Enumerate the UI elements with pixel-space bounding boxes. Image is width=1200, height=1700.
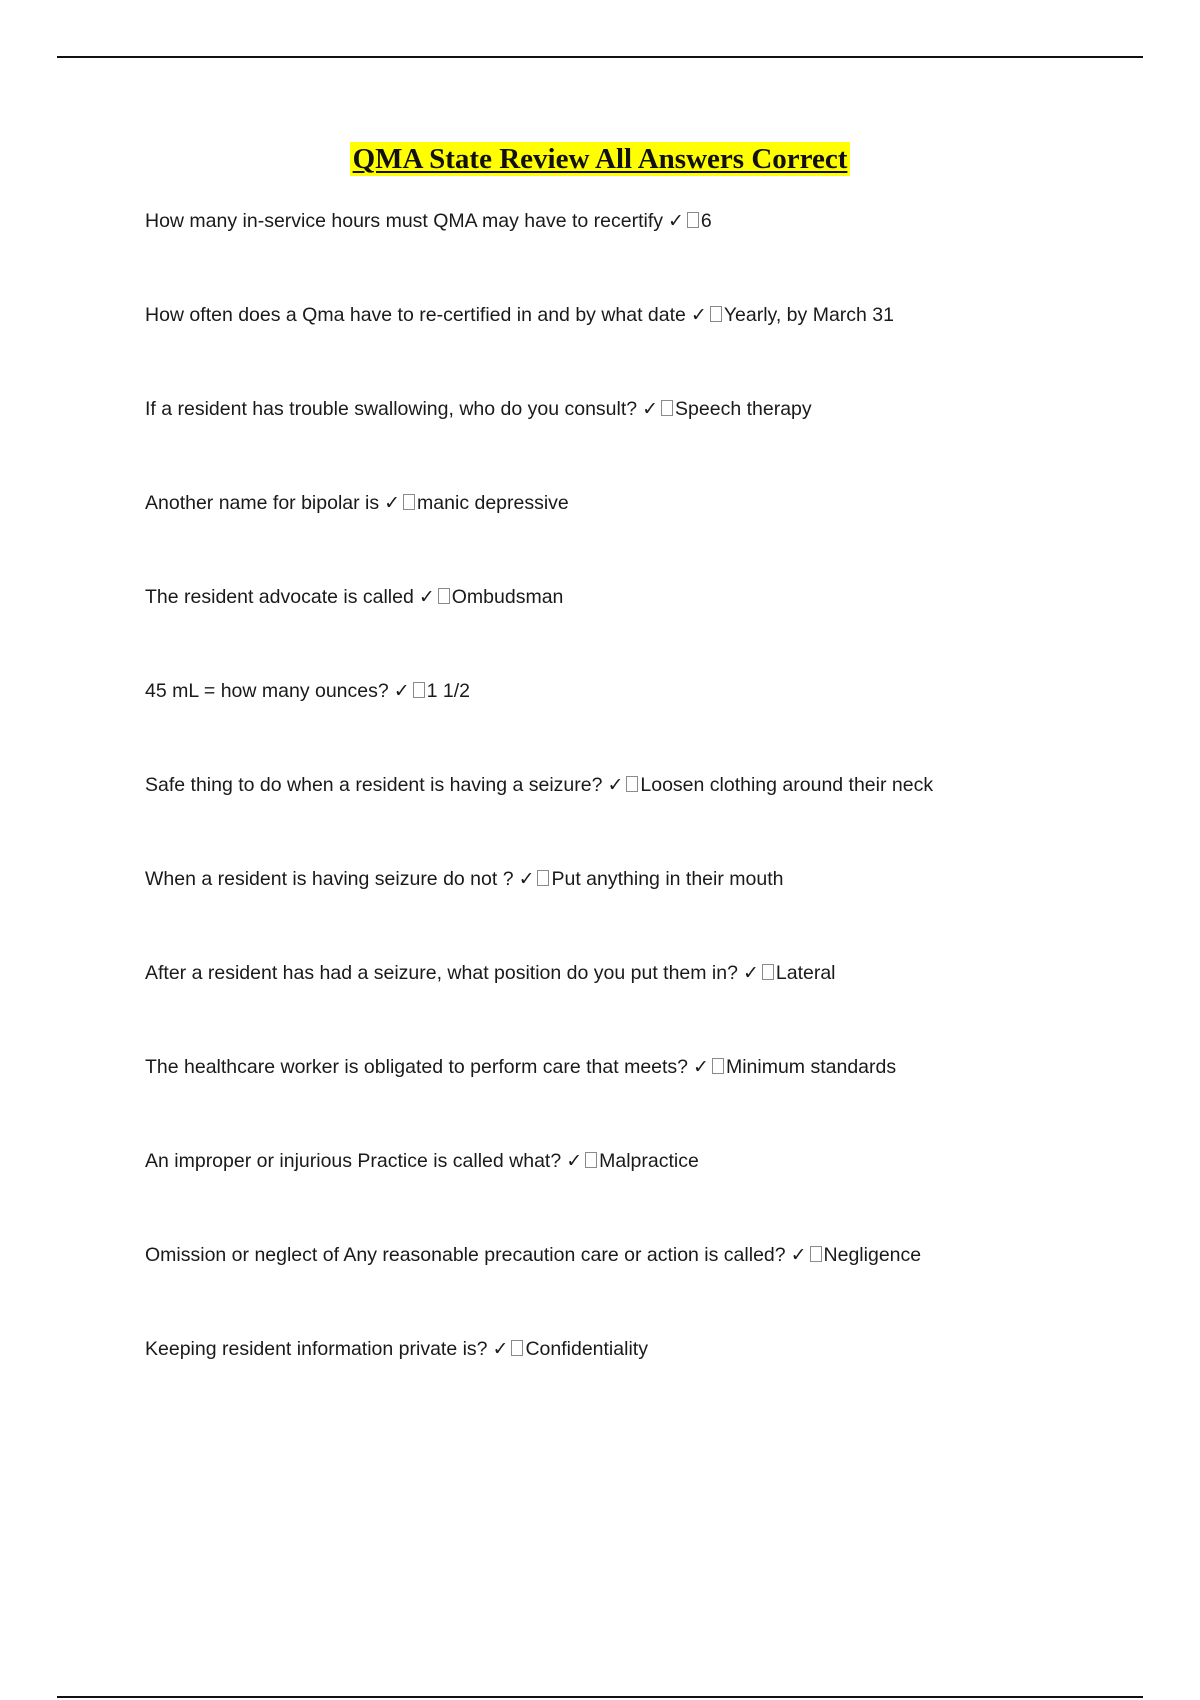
empty-box-icon bbox=[626, 776, 638, 792]
qa-item bbox=[145, 301, 1145, 395]
question-text: How many in-service hours must QMA may have to recertify bbox=[145, 210, 663, 232]
qa-item bbox=[145, 583, 1145, 677]
answer-text: Put anything in their mouth bbox=[551, 868, 784, 890]
check-mark-icon: ✓ bbox=[790, 1244, 807, 1266]
check-mark-icon: ✓ bbox=[393, 680, 410, 702]
question-text: How often does a Qma have to re-certified in and by what date bbox=[145, 304, 686, 326]
answer-text: 6 bbox=[700, 210, 712, 232]
empty-box-icon bbox=[810, 1246, 822, 1262]
answer-text: Minimum standards bbox=[725, 1056, 897, 1078]
question-text: 45 mL = how many ounces? bbox=[145, 680, 389, 702]
question-text: The healthcare worker is obligated to perform care that meets? bbox=[145, 1056, 689, 1078]
answer-text: Loosen clothing around their neck bbox=[640, 774, 934, 796]
answer-text: Confidentiality bbox=[525, 1338, 648, 1360]
empty-box-icon bbox=[710, 306, 722, 322]
question-text: If a resident has trouble swallowing, who do you consult? bbox=[145, 398, 638, 420]
empty-box-icon bbox=[762, 964, 774, 980]
empty-box-icon bbox=[687, 212, 699, 228]
check-mark-icon: ✓ bbox=[607, 774, 624, 796]
qa-item bbox=[145, 1147, 1145, 1241]
document-title: QMA State Review All Answers Correct bbox=[350, 142, 851, 176]
empty-box-icon bbox=[403, 494, 415, 510]
qa-item bbox=[145, 1241, 1145, 1335]
empty-box-icon bbox=[511, 1340, 523, 1356]
answer-text: Malpractice bbox=[599, 1150, 699, 1172]
empty-box-icon bbox=[537, 870, 549, 886]
check-mark-icon: ✓ bbox=[690, 304, 707, 326]
qa-item bbox=[145, 771, 1145, 865]
qa-item bbox=[145, 959, 1145, 1053]
qa-item bbox=[145, 1053, 1145, 1147]
check-mark-icon: ✓ bbox=[742, 962, 759, 984]
answer-text: Yearly, by March 31 bbox=[723, 304, 894, 326]
qa-item bbox=[145, 865, 1145, 959]
answer-text: Negligence bbox=[823, 1244, 922, 1266]
answer-text: Speech therapy bbox=[675, 398, 812, 420]
question-text: When a resident is having seizure do not ? bbox=[145, 868, 514, 890]
question-text: The resident advocate is called bbox=[145, 586, 414, 608]
check-mark-icon: ✓ bbox=[642, 398, 659, 420]
qa-item bbox=[145, 1335, 1145, 1429]
check-mark-icon: ✓ bbox=[518, 868, 535, 890]
empty-box-icon bbox=[413, 682, 425, 698]
question-text: Keeping resident information private is? bbox=[145, 1338, 488, 1360]
check-mark-icon: ✓ bbox=[693, 1056, 709, 1078]
empty-box-icon bbox=[661, 400, 673, 416]
qa-item bbox=[145, 395, 1145, 489]
title-container bbox=[0, 142, 1200, 176]
question-text: Another name for bipolar is bbox=[145, 492, 380, 514]
answer-text: Lateral bbox=[775, 962, 836, 984]
check-mark-icon: ✓ bbox=[668, 210, 684, 232]
qa-list bbox=[145, 207, 1145, 1429]
question-text: Omission or neglect of Any reasonable precaution care or action is called? bbox=[145, 1244, 786, 1266]
check-mark-icon: ✓ bbox=[566, 1150, 583, 1172]
question-text: An improper or injurious Practice is called what? bbox=[145, 1150, 562, 1172]
qa-item bbox=[145, 207, 1145, 301]
empty-box-icon bbox=[438, 588, 450, 604]
question-text: Safe thing to do when a resident is having a seizure? bbox=[145, 774, 603, 796]
answer-text: manic depressive bbox=[417, 492, 569, 514]
empty-box-icon bbox=[585, 1152, 597, 1168]
check-mark-icon: ✓ bbox=[418, 586, 435, 608]
qa-item bbox=[145, 489, 1145, 583]
footer-rule bbox=[57, 1696, 1143, 1698]
answer-text: Ombudsman bbox=[451, 586, 564, 608]
answer-text: 1 1/2 bbox=[426, 680, 471, 702]
check-mark-icon: ✓ bbox=[384, 492, 401, 514]
empty-box-icon bbox=[712, 1058, 724, 1074]
question-text: After a resident has had a seizure, what position do you put them in? bbox=[145, 962, 738, 984]
qa-item bbox=[145, 677, 1145, 771]
header-rule bbox=[57, 56, 1143, 58]
check-mark-icon: ✓ bbox=[492, 1338, 509, 1360]
